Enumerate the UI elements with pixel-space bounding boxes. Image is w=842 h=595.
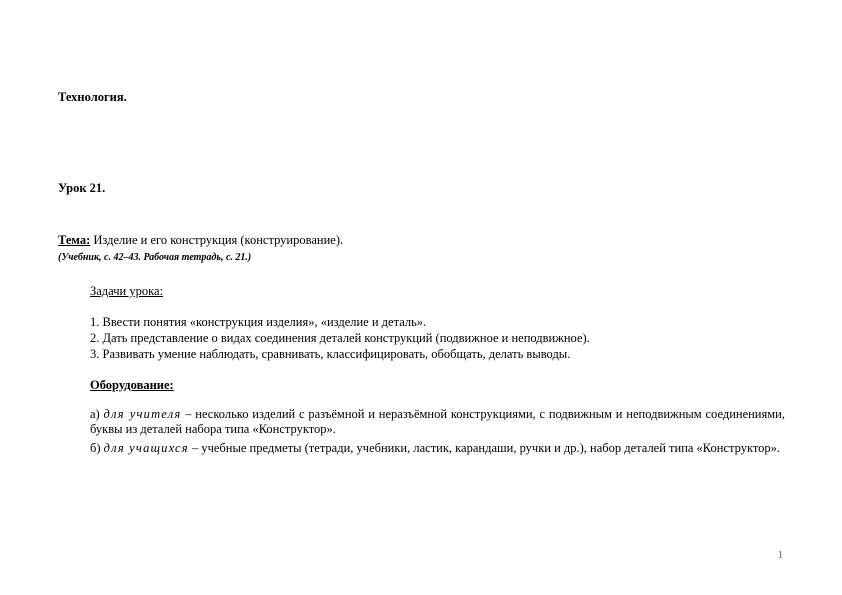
textbook-reference: (Учебник, с. 42–43. Рабочая тетрадь, с. 21.)	[58, 252, 252, 263]
task-item: 2. Дать представление о видах соединения деталей конструкций (подвижное и неподвижное).	[90, 331, 590, 345]
equipment-a-prefix: а)	[90, 407, 104, 421]
equipment-students-paragraph	[90, 441, 785, 456]
tasks-heading: Задачи урока:	[90, 284, 163, 298]
equipment-teacher-paragraph	[90, 407, 785, 437]
task-item: 3. Развивать умение наблюдать, сравнивать, классифицировать, обобщать, делать выводы.	[90, 347, 571, 361]
equipment-heading: Оборудование:	[90, 378, 174, 392]
topic-text: Изделие и его конструкция (конструирование).	[90, 233, 344, 247]
equipment-a-text: – несколько изделий с разъёмной и неразъёмной конструкциями, с подвижным и неподвижным соединениями, буквы из деталей набора типа «Конструктор».	[90, 407, 785, 436]
equipment-b-text: – учебные предметы (тетради, учебники, ластик, карандаши, ручки и др.), набор деталей типа «Конструктор».	[188, 441, 781, 455]
subject-title: Технология.	[58, 90, 127, 104]
topic-label: Тема:	[58, 233, 91, 247]
topic-line	[58, 233, 343, 248]
equipment-a-role: для учителя	[103, 407, 182, 421]
equipment-b-prefix: б)	[90, 441, 104, 455]
equipment-b-role: для учащихся	[103, 441, 189, 455]
task-item: 1. Ввести понятия «конструкция изделия», «изделие и деталь».	[90, 315, 427, 329]
page-number: 1	[778, 550, 783, 561]
lesson-number: Урок 21.	[58, 181, 106, 195]
